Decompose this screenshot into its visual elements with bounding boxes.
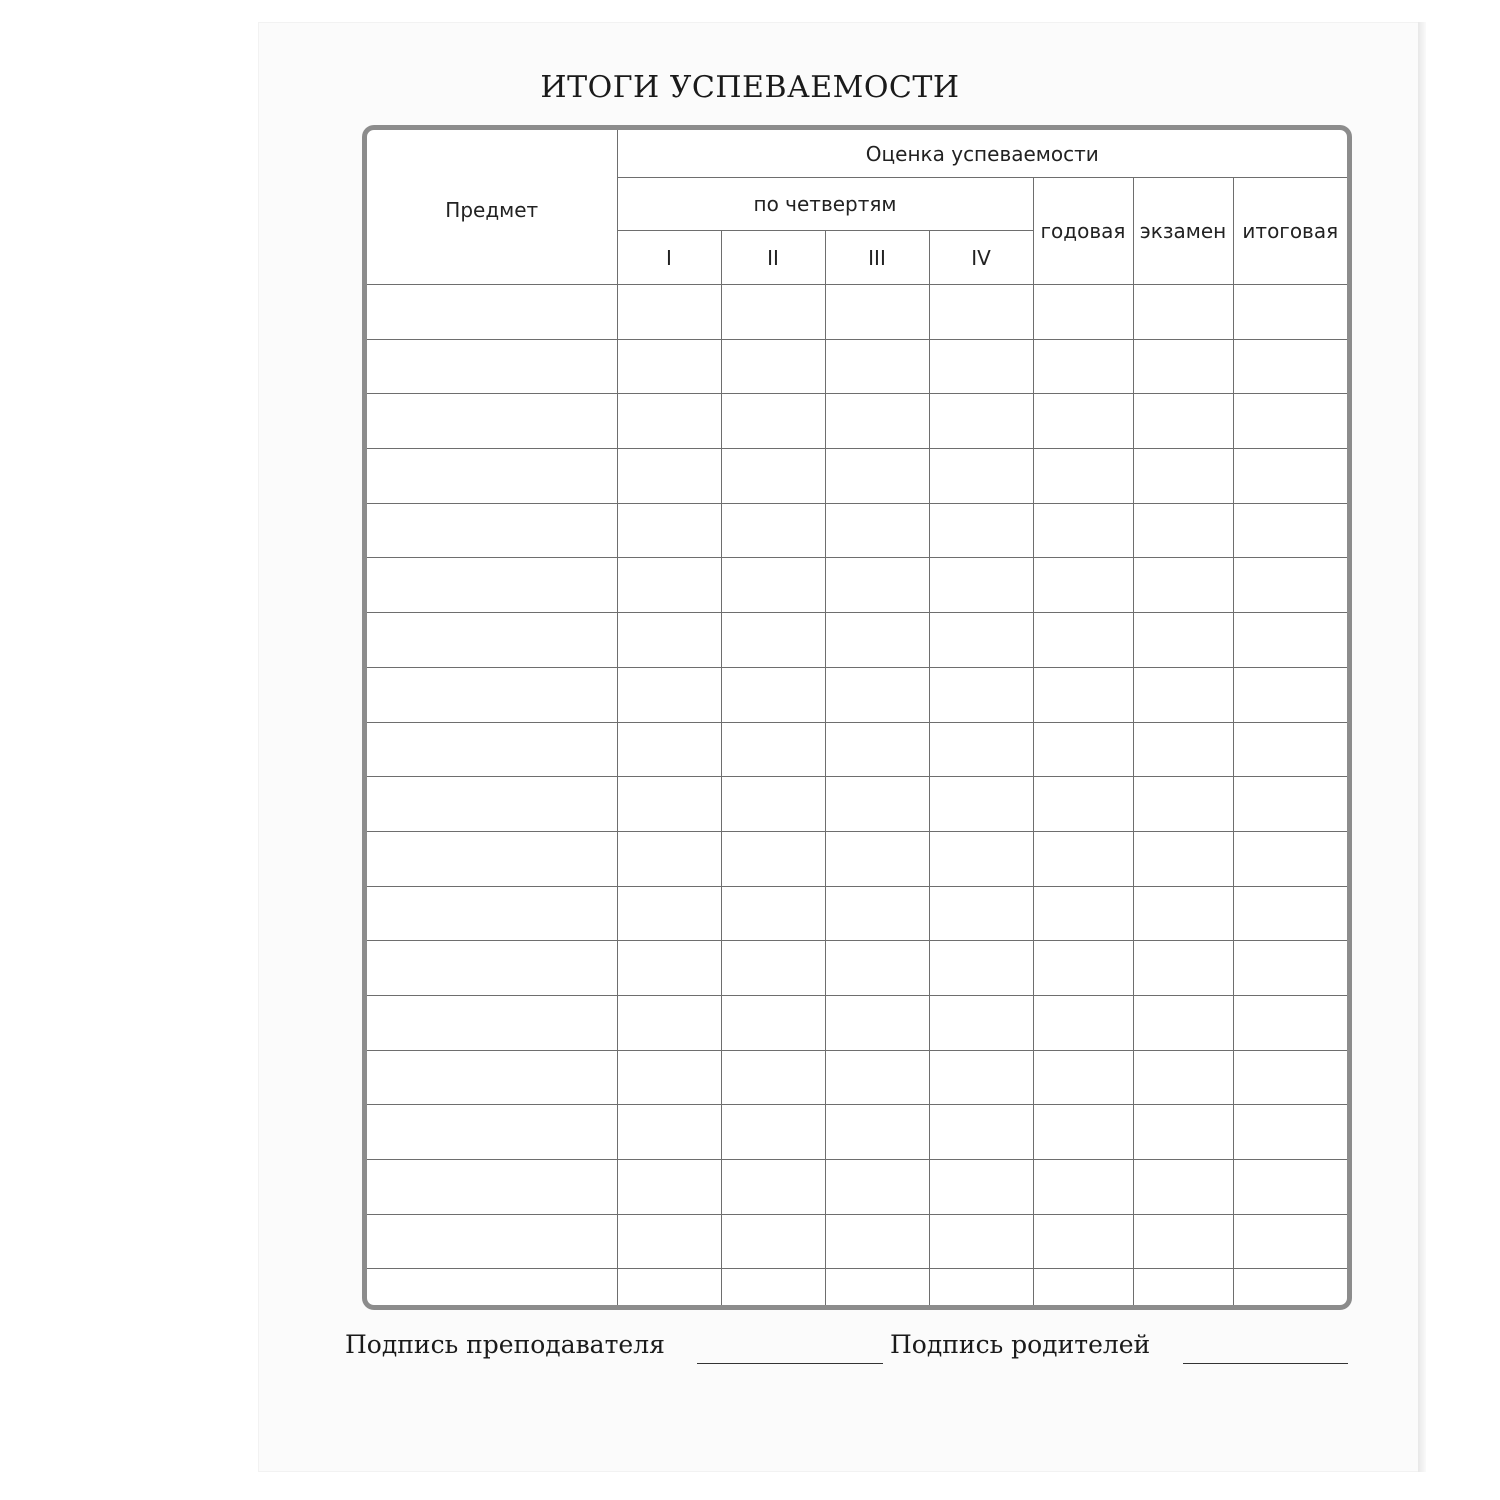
exam-header: экзамен <box>1133 178 1233 285</box>
grade-cell[interactable] <box>617 777 721 832</box>
table-row <box>367 1160 1347 1215</box>
grades-table-frame <box>362 125 1352 1310</box>
grade-cell[interactable] <box>1133 339 1233 394</box>
grade-cell[interactable] <box>929 1105 1033 1160</box>
grade-cell[interactable] <box>1233 722 1347 777</box>
grade-cell[interactable] <box>1133 1214 1233 1269</box>
grade-cell[interactable] <box>825 1269 929 1310</box>
grade-cell[interactable] <box>617 449 721 504</box>
teacher-signature-label: Подпись преподавателя <box>345 1330 665 1359</box>
grade-cell[interactable] <box>929 613 1033 668</box>
assessment-header: Оценка успеваемости <box>617 130 1347 178</box>
quarter-header-4: IV <box>929 231 1033 285</box>
grade-cell[interactable] <box>1133 941 1233 996</box>
subject-cell[interactable] <box>367 886 617 941</box>
grade-cell[interactable] <box>1033 941 1133 996</box>
subject-cell[interactable] <box>367 831 617 886</box>
table-row <box>367 558 1347 613</box>
parents-signature-line[interactable] <box>1183 1363 1348 1364</box>
subject-cell[interactable] <box>367 449 617 504</box>
grade-cell[interactable] <box>721 1050 825 1105</box>
page-edge <box>1418 22 1426 1472</box>
grade-cell[interactable] <box>825 339 929 394</box>
grade-cell[interactable] <box>1233 886 1347 941</box>
grade-cell[interactable] <box>825 941 929 996</box>
grade-cell[interactable] <box>617 831 721 886</box>
table-row <box>367 886 1347 941</box>
grade-cell[interactable] <box>1233 449 1347 504</box>
grade-cell[interactable] <box>825 503 929 558</box>
grade-cell[interactable] <box>825 777 929 832</box>
grade-cell[interactable] <box>1033 886 1133 941</box>
table-row <box>367 394 1347 449</box>
grade-cell[interactable] <box>721 941 825 996</box>
table-row <box>367 1269 1347 1310</box>
grade-cell[interactable] <box>721 558 825 613</box>
grade-cell[interactable] <box>929 394 1033 449</box>
grade-cell[interactable] <box>1133 1105 1233 1160</box>
table-row <box>367 777 1347 832</box>
grade-cell[interactable] <box>1233 503 1347 558</box>
quarter-header-3: III <box>825 231 929 285</box>
grade-cell[interactable] <box>1033 777 1133 832</box>
grade-cell[interactable] <box>1033 667 1133 722</box>
grade-cell[interactable] <box>617 285 721 340</box>
grade-cell[interactable] <box>825 1160 929 1215</box>
subject-cell[interactable] <box>367 777 617 832</box>
grade-cell[interactable] <box>929 503 1033 558</box>
subject-cell[interactable] <box>367 1105 617 1160</box>
grade-cell[interactable] <box>929 831 1033 886</box>
subject-cell[interactable] <box>367 941 617 996</box>
grade-cell[interactable] <box>1133 503 1233 558</box>
subject-cell[interactable] <box>367 503 617 558</box>
grade-cell[interactable] <box>617 1269 721 1310</box>
grade-cell[interactable] <box>825 394 929 449</box>
subject-cell[interactable] <box>367 1160 617 1215</box>
grade-cell[interactable] <box>721 667 825 722</box>
table-row <box>367 613 1347 668</box>
grade-cell[interactable] <box>721 285 825 340</box>
table-row <box>367 667 1347 722</box>
grade-cell[interactable] <box>1033 339 1133 394</box>
grade-cell[interactable] <box>929 667 1033 722</box>
grade-cell[interactable] <box>1233 613 1347 668</box>
grade-cell[interactable] <box>617 1050 721 1105</box>
grade-cell[interactable] <box>825 886 929 941</box>
grade-cell[interactable] <box>929 1160 1033 1215</box>
grade-cell[interactable] <box>1233 339 1347 394</box>
table-row <box>367 1214 1347 1269</box>
grade-cell[interactable] <box>825 558 929 613</box>
table-row <box>367 941 1347 996</box>
grade-cell[interactable] <box>1033 1269 1133 1310</box>
grade-cell[interactable] <box>1033 449 1133 504</box>
grade-cell[interactable] <box>929 777 1033 832</box>
grade-cell[interactable] <box>1133 449 1233 504</box>
grade-cell[interactable] <box>617 886 721 941</box>
grade-cell[interactable] <box>1233 285 1347 340</box>
final-header: итоговая <box>1233 178 1347 285</box>
grade-cell[interactable] <box>1233 941 1347 996</box>
grade-cell[interactable] <box>1033 503 1133 558</box>
grade-cell[interactable] <box>721 995 825 1050</box>
table-row <box>367 1050 1347 1105</box>
grade-cell[interactable] <box>617 1105 721 1160</box>
grade-cell[interactable] <box>929 558 1033 613</box>
grade-cell[interactable] <box>617 1160 721 1215</box>
grade-cell[interactable] <box>1033 285 1133 340</box>
grade-cell[interactable] <box>1233 1050 1347 1105</box>
subject-cell[interactable] <box>367 339 617 394</box>
signatures-row <box>345 1330 1355 1370</box>
page-title: ИТОГИ УСПЕВАЕМОСТИ <box>540 70 960 105</box>
grade-cell[interactable] <box>825 1214 929 1269</box>
table-row <box>367 995 1347 1050</box>
table-row <box>367 722 1347 777</box>
grade-cell[interactable] <box>1133 831 1233 886</box>
grade-cell[interactable] <box>1033 394 1133 449</box>
grade-cell[interactable] <box>1233 995 1347 1050</box>
grade-cell[interactable] <box>929 1050 1033 1105</box>
subject-cell[interactable] <box>367 285 617 340</box>
grade-cell[interactable] <box>1133 777 1233 832</box>
table-row <box>367 831 1347 886</box>
grade-cell[interactable] <box>721 886 825 941</box>
grade-cell[interactable] <box>1133 1050 1233 1105</box>
grade-cell[interactable] <box>617 613 721 668</box>
grade-cell[interactable] <box>1233 558 1347 613</box>
grade-cell[interactable] <box>929 1269 1033 1310</box>
grade-cell[interactable] <box>617 667 721 722</box>
subject-cell[interactable] <box>367 667 617 722</box>
grade-cell[interactable] <box>1133 667 1233 722</box>
grade-cell[interactable] <box>1033 558 1133 613</box>
table-row <box>367 1105 1347 1160</box>
subject-cell[interactable] <box>367 558 617 613</box>
grade-cell[interactable] <box>1133 558 1233 613</box>
grade-cell[interactable] <box>1033 613 1133 668</box>
grade-cell[interactable] <box>721 449 825 504</box>
grade-cell[interactable] <box>1133 394 1233 449</box>
subject-header: Предмет <box>367 130 617 285</box>
quarters-header: по четвертям <box>617 178 1033 231</box>
grade-cell[interactable] <box>825 449 929 504</box>
grade-cell[interactable] <box>617 503 721 558</box>
grade-cell[interactable] <box>1133 285 1233 340</box>
annual-header: годовая <box>1033 178 1133 285</box>
grade-cell[interactable] <box>721 394 825 449</box>
grade-cell[interactable] <box>929 995 1033 1050</box>
grade-cell[interactable] <box>617 995 721 1050</box>
parents-signature-label: Подпись родителей <box>890 1330 1151 1359</box>
grade-cell[interactable] <box>825 667 929 722</box>
grade-cell[interactable] <box>1033 1105 1133 1160</box>
grade-cell[interactable] <box>721 1269 825 1310</box>
grade-cell[interactable] <box>1033 1050 1133 1105</box>
grade-cell[interactable] <box>1033 1160 1133 1215</box>
grade-cell[interactable] <box>721 503 825 558</box>
grade-cell[interactable] <box>1233 1214 1347 1269</box>
teacher-signature-line[interactable] <box>697 1363 883 1364</box>
grade-cell[interactable] <box>825 831 929 886</box>
grade-cell[interactable] <box>721 1105 825 1160</box>
grade-cell[interactable] <box>721 1214 825 1269</box>
grade-cell[interactable] <box>1133 886 1233 941</box>
grade-cell[interactable] <box>721 777 825 832</box>
table-row <box>367 503 1347 558</box>
subject-cell[interactable] <box>367 394 617 449</box>
grade-cell[interactable] <box>929 722 1033 777</box>
grade-cell[interactable] <box>617 1214 721 1269</box>
grade-cell[interactable] <box>617 722 721 777</box>
grade-cell[interactable] <box>929 285 1033 340</box>
grade-cell[interactable] <box>617 558 721 613</box>
grade-cell[interactable] <box>929 1214 1033 1269</box>
table-row <box>367 285 1347 340</box>
grade-cell[interactable] <box>929 941 1033 996</box>
table-row <box>367 339 1347 394</box>
subject-cell[interactable] <box>367 995 617 1050</box>
grade-cell[interactable] <box>617 339 721 394</box>
grade-cell[interactable] <box>929 886 1033 941</box>
grade-cell[interactable] <box>929 339 1033 394</box>
grade-cell[interactable] <box>1133 613 1233 668</box>
grade-cell[interactable] <box>825 722 929 777</box>
grade-cell[interactable] <box>825 995 929 1050</box>
grade-cell[interactable] <box>1033 1214 1133 1269</box>
grade-cell[interactable] <box>1133 722 1233 777</box>
grade-cell[interactable] <box>825 285 929 340</box>
grade-cell[interactable] <box>721 831 825 886</box>
subject-cell[interactable] <box>367 1269 617 1310</box>
grade-cell[interactable] <box>617 941 721 996</box>
grade-cell[interactable] <box>1033 995 1133 1050</box>
grade-cell[interactable] <box>929 449 1033 504</box>
quarter-header-1: I <box>617 231 721 285</box>
table-row <box>367 449 1347 504</box>
subject-cell[interactable] <box>367 1214 617 1269</box>
grade-cell[interactable] <box>1133 995 1233 1050</box>
grade-cell[interactable] <box>1233 394 1347 449</box>
quarter-header-2: II <box>721 231 825 285</box>
grade-cell[interactable] <box>1233 831 1347 886</box>
subject-cell[interactable] <box>367 722 617 777</box>
grade-cell[interactable] <box>721 1160 825 1215</box>
grade-cell[interactable] <box>1233 1160 1347 1215</box>
grade-cell[interactable] <box>721 339 825 394</box>
grade-cell[interactable] <box>617 394 721 449</box>
grade-cell[interactable] <box>1133 1269 1233 1310</box>
grade-cell[interactable] <box>1033 831 1133 886</box>
grade-cell[interactable] <box>1233 777 1347 832</box>
grade-cell[interactable] <box>1233 667 1347 722</box>
grade-cell[interactable] <box>825 1105 929 1160</box>
grade-cell[interactable] <box>1033 722 1133 777</box>
grade-cell[interactable] <box>1133 1160 1233 1215</box>
grade-cell[interactable] <box>825 613 929 668</box>
subject-cell[interactable] <box>367 613 617 668</box>
grade-cell[interactable] <box>825 1050 929 1105</box>
grade-cell[interactable] <box>721 722 825 777</box>
grade-cell[interactable] <box>721 613 825 668</box>
grades-table <box>367 130 1347 1310</box>
grade-cell[interactable] <box>1233 1105 1347 1160</box>
subject-cell[interactable] <box>367 1050 617 1105</box>
grade-cell[interactable] <box>1233 1269 1347 1310</box>
